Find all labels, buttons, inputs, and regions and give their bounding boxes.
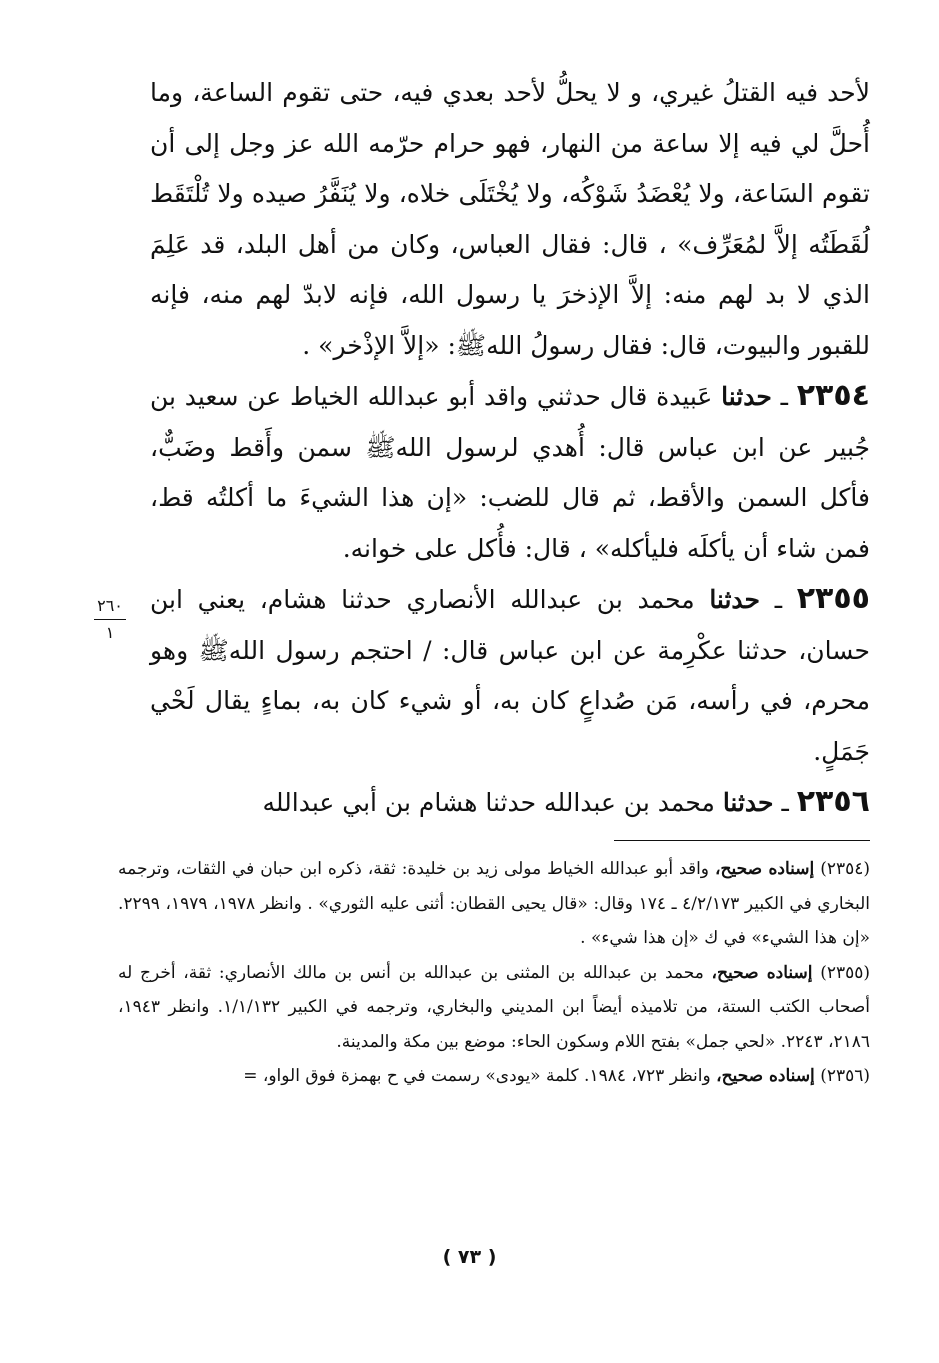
hadith-number: ٢٣٥٥ bbox=[796, 581, 870, 616]
dash: ـ bbox=[780, 382, 788, 411]
hadith-text: محمد بن عبدالله حدثنا هشام بن أبي عبدالله bbox=[262, 788, 715, 817]
footnote-2356 bbox=[118, 1059, 870, 1094]
footnote-grade: إسناده صحيح، bbox=[711, 962, 813, 983]
footnotes bbox=[118, 852, 870, 1094]
footnote-number: (٢٣٥٤) bbox=[820, 859, 871, 879]
footnote-text: محمد بن عبدالله بن المثنى بن عبدالله بن أنس بن مالك الأنصاري: ثقة، أخرج له أصحاب الكتب الستة، من تلاميذه أيضاً ابن المديني والبخاري، وترجمه في الكبير ١/١/١٣٢. وانظر ١٩٤٣، ٢١٨٦، ٢٢٤٣. «لحي جمل» بفتح اللام وسكون الحاء: موضع بين مكة والمدينة. bbox=[118, 962, 871, 1052]
hadith-2353-continuation: لأحد فيه القتلُ غيري، و لا يحلُّ لأحد بعدي فيه، حتى تقوم الساعة، وما أُحلَّ لي فيه إلا ساعة من النهار، فهو حرام حرّمه الله عز وجل إلى أن تقوم السَاعة، ولا يُعْضَدُ شَوْكُه، ولا يُخْتَلَى خلاه، ولا يُنَفَّرُ صيده ولا تُلْتَقَط لُقَطَتُه إلاَّ لمُعَرِّف» ، قال: فقال العباس، وكان من أهل البلد، قد عَلِمَ الذي لا بد لهم منه: إلاَّ الإذخرَ يا رسول الله، فإنه لابدّ لهم منه، فإنه للقبور والبيوت، قال: فقال رسولُ اللهﷺ: «إلاَّ الإذْخر» . bbox=[150, 78, 870, 360]
footnote-separator bbox=[614, 840, 870, 841]
footnote-number: (٢٣٥٥) bbox=[820, 962, 871, 983]
dash: ـ bbox=[781, 788, 789, 817]
dash: ـ bbox=[774, 585, 783, 614]
footnote-grade: إسناده صحيح، bbox=[716, 1066, 815, 1086]
main-text-body bbox=[150, 68, 870, 829]
hadith-text: محمد بن عبدالله الأنصاري حدثنا هشام، يعني ابن حسان، حدثنا عكْرِمة عن ابن عباس قال: / احتجم رسول اللهﷺ وهو محرم، في رأسه، مَن صُداعٍ كان به، أو شيء كان به، بماءٍ يقال لَحْي جَمَلٍ. bbox=[150, 585, 870, 766]
hadith-lead-word: حدثنا bbox=[721, 382, 772, 411]
footnote-text: وانظر ٧٢٣، ١٩٨٤. كلمة «يودى» رسمت في ح بهمزة فوق الواو، = bbox=[243, 1066, 711, 1086]
footnote-2354 bbox=[118, 852, 870, 956]
margin-divider bbox=[94, 619, 126, 620]
margin-page-reference bbox=[92, 596, 128, 643]
hadith-lead-word: حدثنا bbox=[709, 585, 761, 614]
hadith-2356 bbox=[150, 777, 870, 829]
page-number: ( ٧٣ ) bbox=[442, 1246, 497, 1268]
hadith-text: عَبيدة قال حدثني واقد أبو عبدالله الخياط عن سعيد بن جُبير عن ابن عباس قال: أُهدي لرسول اللهﷺ سمن وأَقط وضَبٌّ، فأكل السمن والأقط، ثم قال للضب: «إن هذا الشيءَ ما أكلتُه قط، فمن شاء أن يأكلَه فليأكله» ، قال: فأُكل على خوانه. bbox=[150, 382, 870, 563]
hadith-2354 bbox=[150, 371, 870, 574]
footnote-2355 bbox=[118, 956, 870, 1060]
margin-part: ١ bbox=[105, 623, 115, 642]
footnote-text: واقد أبو عبدالله الخياط مولى زيد بن خليدة: ثقة، ذكره ابن حبان في الثقات، وترجمه البخاري في الكبير ٤/٢/١٧٣ ـ ١٧٤ وقال: «قال يحيى القطان: أثنى عليه الثوري» . وانظر ١٩٧٨، ١٩٧٩، ٢٢٩٩. «إن هذا الشيء» في ك «إن هذا شيء» . bbox=[118, 859, 871, 948]
margin-volume-page: ٢٦٠ bbox=[97, 596, 123, 615]
hadith-2355 bbox=[150, 574, 870, 777]
footnote-grade: إسناده صحيح، bbox=[715, 859, 815, 879]
footnote-number: (٢٣٥٦) bbox=[820, 1066, 870, 1086]
hadith-lead-word: حدثنا bbox=[722, 788, 774, 817]
hadith-number: ٢٣٥٦ bbox=[796, 784, 870, 819]
hadith-number: ٢٣٥٤ bbox=[796, 378, 870, 413]
